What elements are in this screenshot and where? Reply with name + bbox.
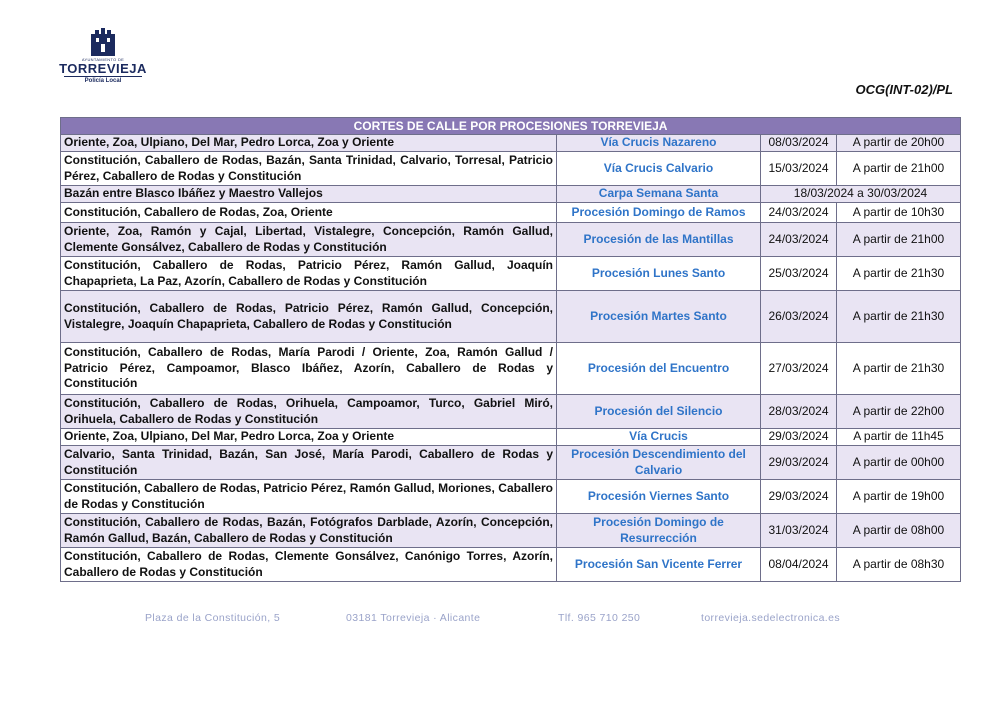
streets-cell: Bazán entre Blasco Ibáñez y Maestro Vallejos	[61, 186, 557, 203]
time-cell: A partir de 21h30	[837, 257, 961, 291]
time-cell: A partir de 11h45	[837, 429, 961, 446]
streets-cell: Oriente, Zoa, Ulpiano, Del Mar, Pedro Lorca, Zoa y Oriente	[61, 135, 557, 152]
streets-cell: Constitución, Caballero de Rodas, Bazán, Santa Trinidad, Calvario, Torresal, Patricio Pérez, Caballero de Rodas y Constitución	[61, 152, 557, 186]
footer-phone: Tlf. 965 710 250	[558, 612, 641, 624]
event-cell: Carpa Semana Santa	[557, 186, 761, 203]
table-row	[61, 152, 961, 186]
date-cell: 29/03/2024	[761, 429, 837, 446]
table-title: CORTES DE CALLE POR PROCESIONES TORREVIEJA	[61, 118, 961, 135]
streets-cell: Constitución, Caballero de Rodas, Clemente Gonsálvez, Canónigo Torres, Azorín, Caballero de Rodas y Constitución	[61, 548, 557, 582]
streets-cell: Constitución, Caballero de Rodas, Zoa, Oriente	[61, 203, 557, 223]
table-row	[61, 446, 961, 480]
date-cell: 29/03/2024	[761, 446, 837, 480]
event-cell: Procesión del Encuentro	[557, 343, 761, 395]
streets-cell: Calvario, Santa Trinidad, Bazán, San José, María Parodi, Caballero de Rodas y Constitución	[61, 446, 557, 480]
event-cell: Procesión San Vicente Ferrer	[557, 548, 761, 582]
time-cell: A partir de 22h00	[837, 395, 961, 429]
document-code: OCG(INT-02)/PL	[855, 82, 953, 97]
time-cell: A partir de 21h00	[837, 152, 961, 186]
date-cell: 28/03/2024	[761, 395, 837, 429]
streets-cell: Constitución, Caballero de Rodas, María Parodi / Oriente, Zoa, Ramón Gallud / Patricio Pérez, Campoamor, Blasco Ibáñez, Azorín, Caballero de Rodas y Constitución	[61, 343, 557, 395]
time-cell: A partir de 10h30	[837, 203, 961, 223]
table-row	[61, 548, 961, 582]
date-cell: 08/03/2024	[761, 135, 837, 152]
table-row	[61, 203, 961, 223]
logo-divider	[64, 76, 142, 77]
time-cell: A partir de 20h00	[837, 135, 961, 152]
date-cell: 26/03/2024	[761, 291, 837, 343]
date-cell: 24/03/2024	[761, 203, 837, 223]
event-cell: Vía Crucis	[557, 429, 761, 446]
streets-cell: Constitución, Caballero de Rodas, Bazán, Fotógrafos Darblade, Azorín, Concepción, Ramón Gallud, Bazán, Caballero de Rodas y Constitución	[61, 514, 557, 548]
table-row	[61, 223, 961, 257]
footer-address: Plaza de la Constitución, 5	[145, 612, 281, 624]
footer-postal: 03181 Torrevieja · Alicante	[346, 612, 481, 624]
date-cell: 25/03/2024	[761, 257, 837, 291]
logo	[58, 26, 148, 84]
table-row	[61, 186, 961, 203]
streets-cell: Oriente, Zoa, Ramón y Cajal, Libertad, Vistalegre, Concepción, Ramón Gallud, Clemente Gonsálvez, Caballero de Rodas y Constitución	[61, 223, 557, 257]
event-cell: Procesión del Silencio	[557, 395, 761, 429]
table-row	[61, 291, 961, 343]
event-cell: Procesión de las Mantillas	[557, 223, 761, 257]
time-cell: A partir de 21h30	[837, 291, 961, 343]
event-cell: Procesión Descendimiento del Calvario	[557, 446, 761, 480]
table-body	[61, 135, 961, 582]
event-cell: Procesión Viernes Santo	[557, 480, 761, 514]
logo-subtitle: AYUNTAMIENTO DE	[81, 57, 125, 62]
table-row	[61, 257, 961, 291]
table-row	[61, 429, 961, 446]
date-range-cell: 18/03/2024 a 30/03/2024	[761, 186, 961, 203]
date-cell: 15/03/2024	[761, 152, 837, 186]
table-row	[61, 135, 961, 152]
footer-web[interactable]: torrevieja.sedelectronica.es	[701, 612, 841, 624]
date-cell: 27/03/2024	[761, 343, 837, 395]
event-cell: Vía Crucis Calvario	[557, 152, 761, 186]
date-cell: 29/03/2024	[761, 480, 837, 514]
logo-department: Policía Local	[84, 78, 122, 84]
castle-icon	[85, 26, 121, 56]
date-cell: 24/03/2024	[761, 223, 837, 257]
table-row	[61, 480, 961, 514]
streets-cell: Constitución, Caballero de Rodas, Orihuela, Campoamor, Turco, Gabriel Miró, Orihuela, Caballero de Rodas y Constitución	[61, 395, 557, 429]
streets-cell: Constitución, Caballero de Rodas, Patricio Pérez, Ramón Gallud, Moriones, Caballero de Rodas y Constitución	[61, 480, 557, 514]
time-cell: A partir de 21h30	[837, 343, 961, 395]
streets-cell: Constitución, Caballero de Rodas, Patricio Pérez, Ramón Gallud, Concepción, Vistalegre, Joaquín Chapaprieta, Caballero de Rodas y Constitución	[61, 291, 557, 343]
logo-title: TORREVIEJA	[59, 61, 147, 76]
event-cell: Procesión Lunes Santo	[557, 257, 761, 291]
time-cell: A partir de 08h00	[837, 514, 961, 548]
time-cell: A partir de 08h30	[837, 548, 961, 582]
event-cell: Procesión Martes Santo	[557, 291, 761, 343]
date-cell: 31/03/2024	[761, 514, 837, 548]
street-closures-table	[60, 117, 961, 582]
event-cell: Procesión Domingo de Ramos	[557, 203, 761, 223]
event-cell: Vía Crucis Nazareno	[557, 135, 761, 152]
table-row	[61, 514, 961, 548]
date-cell: 08/04/2024	[761, 548, 837, 582]
event-cell: Procesión Domingo de Resurrección	[557, 514, 761, 548]
streets-cell: Oriente, Zoa, Ulpiano, Del Mar, Pedro Lorca, Zoa y Oriente	[61, 429, 557, 446]
time-cell: A partir de 21h00	[837, 223, 961, 257]
table-row	[61, 395, 961, 429]
time-cell: A partir de 19h00	[837, 480, 961, 514]
time-cell: A partir de 00h00	[837, 446, 961, 480]
table-row	[61, 343, 961, 395]
streets-cell: Constitución, Caballero de Rodas, Patricio Pérez, Ramón Gallud, Joaquín Chapaprieta, La Paz, Azorín, Caballero de Rodas y Constitución	[61, 257, 557, 291]
